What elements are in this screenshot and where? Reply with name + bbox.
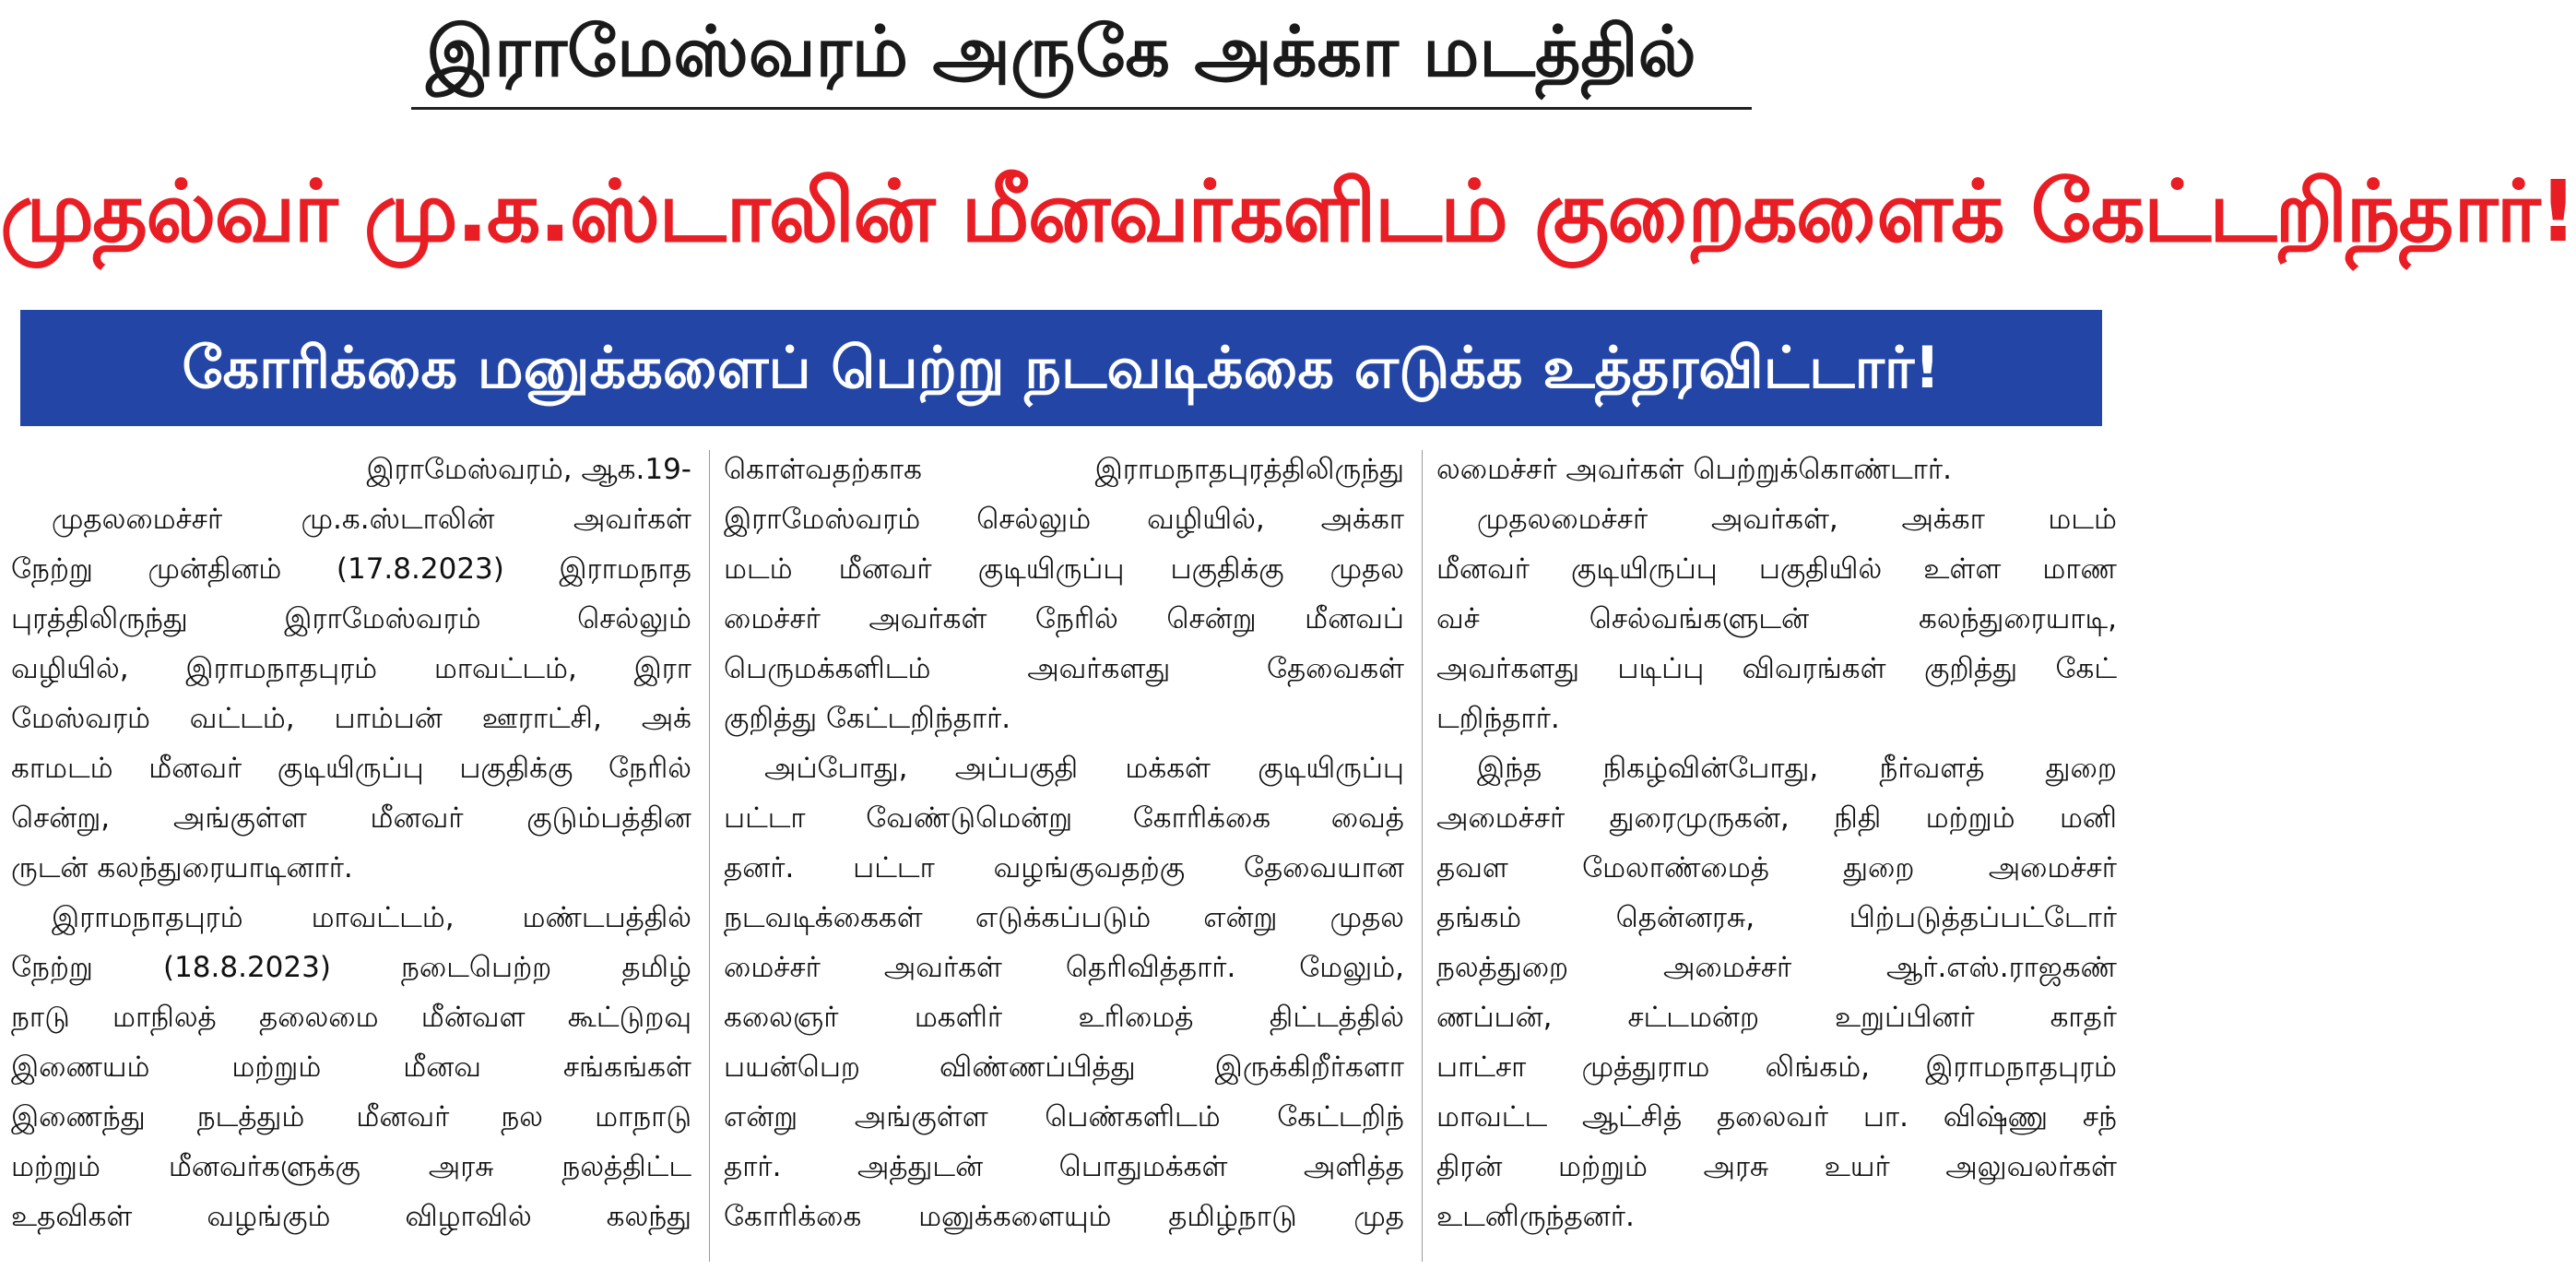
article-line: வழியில், இராமநாதபுரம் மாவட்டம், இரா [11, 652, 691, 685]
article-line: பட்டா வேண்டுமென்று கோரிக்கை வைத் [724, 801, 1404, 835]
article-line: முதலமைச்சர் அவர்கள், அக்கா மடம் [1477, 503, 2117, 536]
article-column-2 [724, 445, 1404, 1275]
article-line: இணைந்து நடத்தும் மீனவர் நல மாநாடு [11, 1100, 691, 1134]
article-line: லமைச்சர் அவர்கள் பெற்றுக்கொண்டார். [1436, 453, 1952, 486]
article-line: தவள மேலாண்மைத் துறை அமைச்சர் [1436, 851, 2117, 884]
article-line: அப்போது, அப்பகுதி மக்கள் குடியிருப்பு [764, 752, 1404, 785]
article-line: உதவிகள் வழங்கும் விழாவில் கலந்து [11, 1200, 691, 1233]
article-line: பயன்பெற விண்ணப்பித்து இருக்கிறீர்களா [724, 1051, 1404, 1084]
article-line: நாடு மாநிலத் தலைமை மீன்வள கூட்டுறவு [11, 1001, 691, 1034]
article-line: திரன் மற்றும் அரசு உயர் அலுவலர்கள் [1436, 1150, 2117, 1183]
article-line: இராமேஸ்வரம் செல்லும் வழியில், அக்கா [724, 503, 1404, 536]
article-line: நலத்துறை அமைச்சர் ஆர்.எஸ்.ராஜகண் [1436, 951, 2117, 984]
article-line: சென்று, அங்குள்ள மீனவர் குடும்பத்தின [11, 801, 691, 835]
dateline: இராமேஸ்வரம், ஆக.19- [366, 453, 691, 486]
article-line: பெருமக்களிடம் அவர்களது தேவைகள் [724, 652, 1404, 685]
article-line: மீனவர் குடியிருப்பு பகுதியில் உள்ள மாண [1436, 552, 2117, 586]
article-line: குறித்து கேட்டறிந்தார். [724, 702, 1011, 735]
article-line: உடனிருந்தனர். [1436, 1200, 1635, 1233]
article-line: டறிந்தார். [1436, 702, 1560, 735]
article-line: கொள்வதற்காக இராமநாதபுரத்திலிருந்து [724, 453, 1404, 486]
article-line: என்று அங்குள்ள பெண்களிடம் கேட்டறிந் [724, 1100, 1404, 1134]
article-body [11, 445, 2117, 1275]
main-headline: முதல்வர் மு.க.ஸ்டாலின் மீனவர்களிடம் குறைகளைக் கேட்டறிந்தார்! [0, 162, 2576, 261]
article-line: தங்கம் தென்னரசு, பிற்படுத்தப்பட்டோர் [1436, 901, 2117, 934]
article-line: மைச்சர் அவர்கள் தெரிவித்தார். மேலும், [724, 951, 1404, 984]
column-divider [709, 450, 710, 1262]
article-line: நடவடிக்கைகள் எடுக்கப்படும் என்று முதல [724, 901, 1404, 934]
article-line: மடம் மீனவர் குடியிருப்பு பகுதிக்கு முதல [724, 552, 1404, 586]
article-line: தனர். பட்டா வழங்குவதற்கு தேவையான [724, 851, 1404, 884]
article-line: புரத்திலிருந்து இராமேஸ்வரம் செல்லும் [11, 602, 691, 635]
article-line: காமடம் மீனவர் குடியிருப்பு பகுதிக்கு நேரில் [11, 752, 691, 785]
subhead: கோரிக்கை மனுக்களைப் பெற்று நடவடிக்கை எடுக்க உத்தரவிட்டார்! [182, 334, 1941, 401]
article-line: வச் செல்வங்களுடன் கலந்துரையாடி, [1436, 602, 2117, 635]
article-line: ருடன் கலந்துரையாடினார். [11, 851, 353, 884]
article-line: இணையம் மற்றும் மீனவ சங்கங்கள் [11, 1051, 691, 1084]
article-line: கலைஞர் மகளிர் உரிமைத் திட்டத்தில் [724, 1001, 1404, 1034]
kicker-underline [411, 107, 1752, 110]
kicker-heading: இராமேஸ்வரம் அருகே அக்கா மடத்தில் [426, 10, 1696, 92]
article-line: நேற்று (18.8.2023) நடைபெற்ற தமிழ் [11, 951, 691, 984]
subhead-band [20, 310, 2102, 426]
article-line: நேற்று முன்தினம் (17.8.2023) இராமநாத [11, 552, 691, 586]
article-line: இராமநாதபுரம் மாவட்டம், மண்டபத்தில் [52, 901, 691, 934]
article-line: ணப்பன், சட்டமன்ற உறுப்பினர் காதர் [1436, 1001, 2117, 1034]
article-line: மேஸ்வரம் வட்டம், பாம்பன் ஊராட்சி, அக் [11, 702, 691, 735]
article-line: முதலமைச்சர் மு.க.ஸ்டாலின் அவர்கள் [52, 503, 691, 536]
article-line: இந்த நிகழ்வின்போது, நீர்வளத் துறை [1477, 752, 2117, 785]
article-line: கோரிக்கை மனுக்களையும் தமிழ்நாடு முத [724, 1200, 1404, 1233]
article-column-1 [11, 445, 691, 1275]
article-line: மாவட்ட ஆட்சித் தலைவர் பா. விஷ்ணு சந் [1436, 1100, 2117, 1134]
article-line: அவர்களது படிப்பு விவரங்கள் குறித்து கேட் [1436, 652, 2117, 685]
article-line: மற்றும் மீனவர்களுக்கு அரசு நலத்திட்ட [11, 1150, 691, 1183]
article-column-3 [1436, 445, 2117, 1275]
article-line: மைச்சர் அவர்கள் நேரில் சென்று மீனவப் [724, 602, 1404, 635]
column-divider [1422, 450, 1423, 1262]
article-line: பாட்சா முத்துராம லிங்கம், இராமநாதபுரம் [1436, 1051, 2117, 1084]
article-line: அமைச்சர் துரைமுருகன், நிதி மற்றும் மனி [1436, 801, 2117, 835]
article-line: தார். அத்துடன் பொதுமக்கள் அளித்த [724, 1150, 1404, 1183]
